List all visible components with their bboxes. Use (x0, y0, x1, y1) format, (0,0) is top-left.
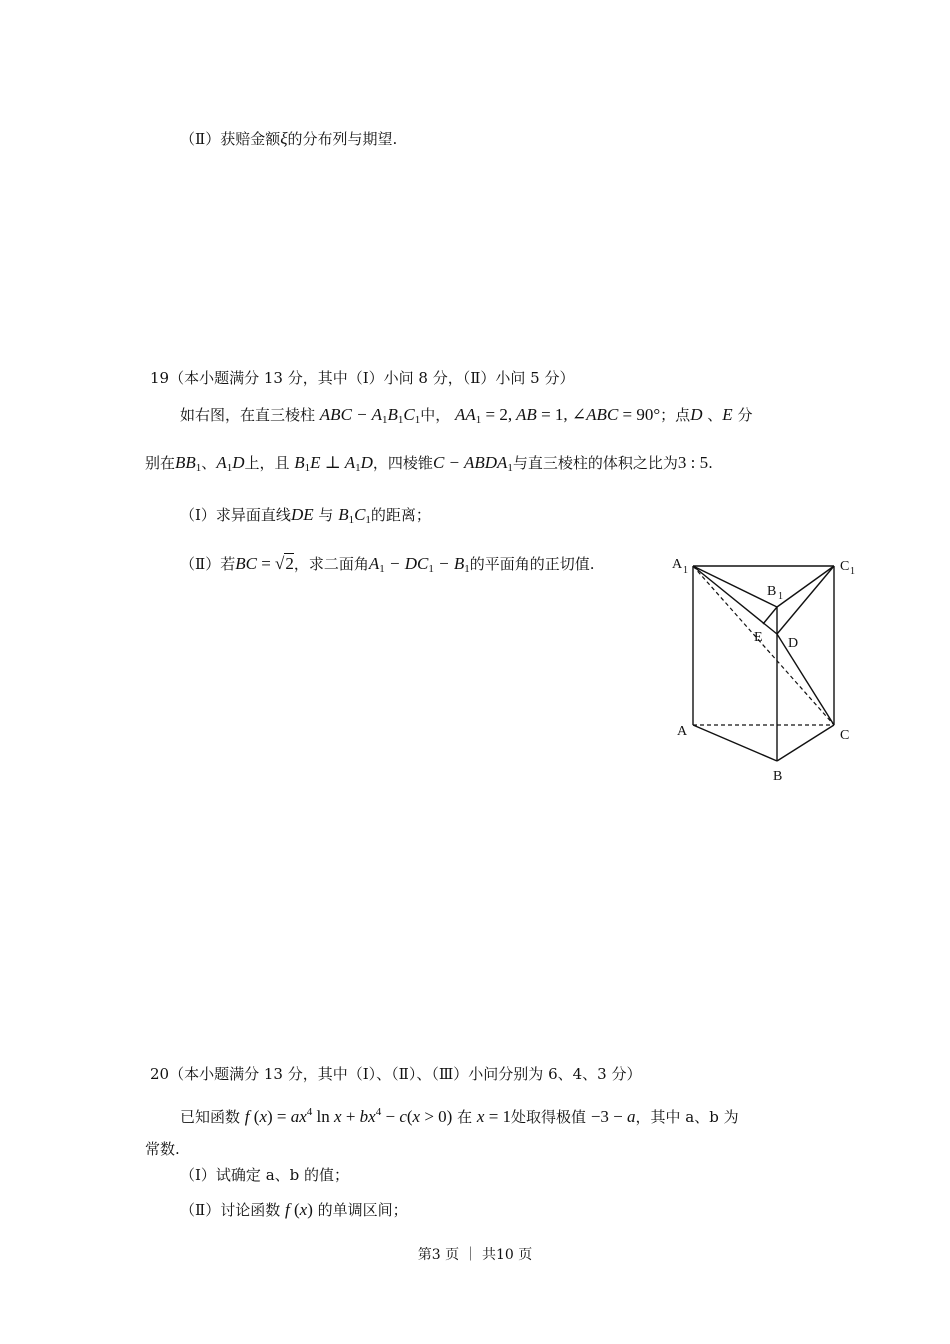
label-D: D (788, 636, 799, 651)
svg-text:1: 1 (683, 565, 688, 576)
label-B1: B (767, 584, 777, 599)
label-B: B (773, 769, 783, 784)
q19-header: 19（本小题满分 13 分，其中（Ⅰ）小问 8 分，（Ⅱ）小问 5 分） (150, 369, 575, 387)
q19-line1: 如右图，在直三棱柱 ABC − $A_1B_1C_1$中， $AA_1 = 2$, AB = 1, ∠ABC = 90°；点D 、E 分 (180, 405, 753, 426)
label-E: E (754, 630, 763, 645)
q19-line2: 别在$BB_1$、$A_1D$上，且 $B_1E$ ⊥ $A_1D$，四棱锥$C - ABDA_1$与直三棱柱的体积之比为3 : 5. (145, 453, 713, 474)
q19-part2: （Ⅱ）若BC = √2，求二面角$A_1 - DC_1 - B_1$的平面角的正切值. (180, 554, 595, 575)
prism-figure (668, 550, 868, 790)
svg-text:1: 1 (850, 566, 855, 577)
q18-part2: （Ⅱ）获赔金额ξ的分布列与期望. (180, 129, 398, 148)
q20-part1: （Ⅰ）试确定 a、b 的值； (180, 1166, 350, 1184)
label-C: C (840, 728, 850, 743)
ratio: 3 : 5 (677, 453, 709, 472)
q20-line1: 已知函数 f $(x) = ax^4$ $\ln x + bx^4 - c(x > 0)$ 在 x = 1处取得极值 −3 − a，其中 a、b 为 (180, 1106, 739, 1126)
xi-symbol: ξ (280, 129, 288, 148)
q19-part1: （Ⅰ）求异面直线DE 与 $B_1C_1$的距离； (180, 505, 431, 526)
svg-text:1: 1 (778, 591, 783, 602)
q20-part2: （Ⅱ）讨论函数 f (x) 的单调区间； (180, 1200, 408, 1219)
label-A1: A (672, 557, 683, 572)
page-footer: 第3 页 ｜ 共10 页 (417, 1247, 533, 1263)
q20-line2: 常数. (145, 1140, 180, 1158)
q20-header: 20（本小题满分 13 分，其中（Ⅰ）、（Ⅱ）、（Ⅲ）小问分别为 6、4、3 分） (150, 1065, 642, 1083)
label-A: A (677, 724, 688, 739)
label-C1: C (840, 559, 850, 574)
